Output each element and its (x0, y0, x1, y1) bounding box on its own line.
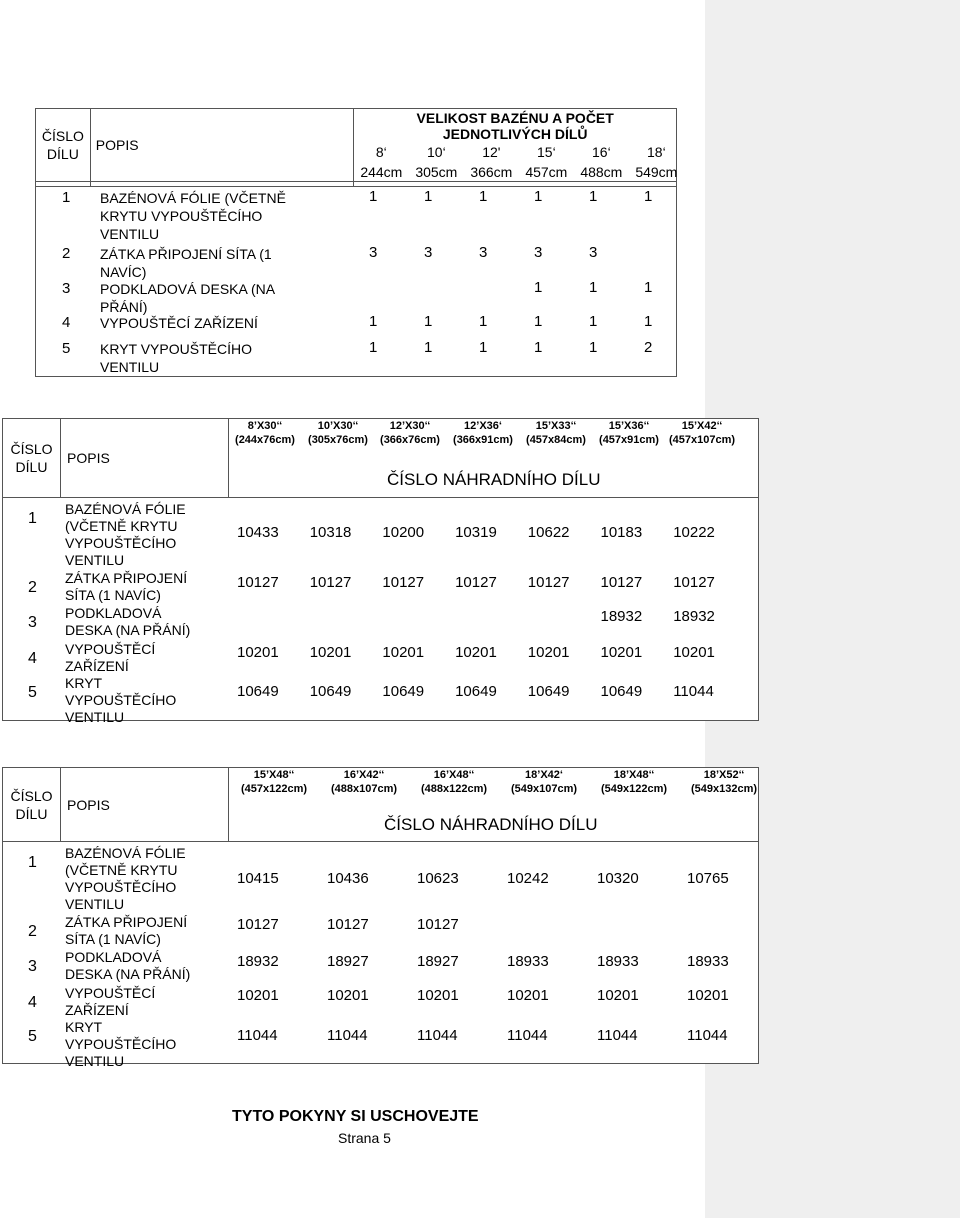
description-line: ZÁTKA PŘIPOJENÍ SÍTA (1 (100, 246, 272, 262)
part-number-value: 10127 (455, 574, 497, 591)
part-number-value: 10319 (455, 524, 497, 541)
part-number-value: 10201 (527, 644, 570, 661)
size-column-header (589, 768, 679, 796)
count-value: 3 (369, 244, 378, 261)
count-value: 1 (589, 279, 598, 296)
row-description (65, 675, 176, 726)
size-feet: 15‘ (537, 144, 556, 160)
row-description (100, 280, 275, 316)
row-number: 2 (28, 923, 37, 940)
replacement-header-block (229, 419, 759, 498)
part-number-value: 10201 (673, 644, 715, 661)
description-line: ZÁTKA PŘIPOJENÍ (65, 914, 188, 930)
size-cm: (549x132cm) (690, 783, 758, 795)
size-feet: 16’X42‘‘ (343, 769, 385, 781)
replacement-body (3, 498, 759, 725)
description-line: BAZÉNOVÁ FÓLIE (VČETNĚ (100, 190, 286, 206)
part-number-value: 10201 (309, 644, 352, 661)
part-number-value: 10201 (237, 644, 279, 661)
part-number-value: 10127 (237, 574, 279, 591)
part-number-value: 10183 (600, 524, 643, 541)
part-number-value: 10318 (309, 524, 352, 541)
size-cm: (305x76cm) (308, 434, 368, 446)
replacement-header-block (229, 768, 759, 842)
count-value: 1 (589, 313, 598, 330)
description-line: VYPOUŠTĚCÍHO (65, 1036, 177, 1052)
part-number-value: 11044 (417, 1027, 458, 1044)
description-line: VYPOUŠTĚCÍHO (65, 879, 177, 895)
row-description (65, 845, 186, 913)
part-number-value: 10201 (507, 987, 549, 1004)
description-line: DESKA (NA PŘÁNÍ) (65, 622, 191, 638)
count-value: 1 (369, 188, 378, 205)
part-number-value: 10415 (237, 870, 279, 887)
row-description (65, 501, 186, 569)
description-line: ZAŘÍZENÍ (65, 1002, 129, 1018)
size-column-header (520, 419, 592, 447)
size-feet: 18’X52‘‘ (703, 769, 745, 781)
size-feet: 15’X33‘‘ (535, 420, 577, 432)
count-value: 1 (369, 313, 378, 330)
size-feet: 18’X42‘ (525, 769, 563, 781)
row-number: 1 (28, 510, 37, 527)
part-number-value: 10649 (309, 683, 352, 700)
description-line: ZAŘÍZENÍ (65, 658, 129, 674)
description-line: (VČETNĚ KRYTU (65, 862, 178, 878)
description-line: NAVÍC) (100, 264, 147, 280)
count-value: 3 (424, 244, 433, 261)
count-value: 1 (534, 339, 543, 356)
size-cm: (457x122cm) (240, 783, 308, 795)
size-feet: 15’X36‘‘ (608, 420, 650, 432)
size-cm: 549cm (635, 164, 678, 180)
part-number-value: 11044 (673, 683, 714, 700)
size-cm: (244x76cm) (235, 434, 295, 446)
size-feet: 15’X48‘‘ (253, 769, 295, 781)
page-number: Strana 5 (338, 1130, 391, 1146)
part-number-value: 10201 (455, 644, 497, 661)
part-number-value: 11044 (687, 1027, 728, 1044)
description-line: SÍTA (1 NAVÍC) (65, 931, 161, 947)
size-columns (354, 142, 680, 182)
part-number-value: 10201 (687, 987, 729, 1004)
row-description (65, 1019, 176, 1070)
count-value: 1 (534, 313, 543, 330)
part-number-value: 11044 (597, 1027, 638, 1044)
size-cm: (457x84cm) (526, 434, 586, 446)
count-value: 1 (589, 188, 598, 205)
col-header-part-number: ČÍSLO DÍLU (36, 109, 91, 182)
description-line: BAZÉNOVÁ FÓLIE (65, 845, 186, 861)
count-value: 1 (644, 279, 653, 296)
part-number-value: 18927 (327, 953, 369, 970)
part-number-value: 10649 (237, 683, 279, 700)
part-number-value: 18933 (687, 953, 729, 970)
count-value: 1 (534, 279, 543, 296)
size-column-header (356, 142, 406, 182)
pool-size-parts-count-table (35, 108, 677, 377)
size-feet: 8‘ (375, 144, 387, 160)
description-line: PŘÁNÍ) (100, 299, 148, 315)
size-feet: 18‘ (647, 144, 666, 160)
description-line: VENTILU (65, 896, 125, 912)
replacement-body (3, 842, 759, 1069)
row-description (65, 641, 155, 675)
description-line: VENTILU (100, 359, 160, 375)
count-value: 2 (644, 339, 653, 356)
part-number-value: 10649 (600, 683, 643, 700)
count-value: 1 (589, 339, 598, 356)
part-number-value: 10201 (417, 987, 459, 1004)
description-line: KRYT (65, 675, 103, 691)
part-number-value: 10127 (673, 574, 715, 591)
part-number-value: 18933 (597, 953, 639, 970)
count-value: 1 (479, 188, 488, 205)
description-line: VENTILU (65, 552, 125, 568)
size-cm: (366x76cm) (380, 434, 440, 446)
part-number-value: 10201 (327, 987, 369, 1004)
description-line: VENTILU (65, 1053, 125, 1069)
part-number-value: 10222 (673, 524, 715, 541)
count-value: 1 (644, 313, 653, 330)
size-column-header (576, 142, 626, 182)
part-number-value: 10320 (597, 870, 639, 887)
size-column-header (679, 768, 769, 796)
description-line: VYPOUŠTĚCÍHO (65, 692, 177, 708)
part-number-value: 18932 (237, 953, 279, 970)
description-line: ZÁTKA PŘIPOJENÍ (65, 570, 188, 586)
size-cm: (457x107cm) (668, 434, 736, 446)
row-description (100, 245, 272, 281)
size-cm: 305cm (415, 164, 458, 180)
row-number: 2 (28, 579, 37, 596)
description-line: SÍTA (1 NAVÍC) (65, 587, 161, 603)
description-line: (VČETNĚ KRYTU (65, 518, 178, 534)
size-feet: 10‘ (427, 144, 446, 160)
size-header-title: VELIKOST BAZÉNU A POČET JEDNOTLIVÝCH DÍLŮ (416, 110, 614, 142)
size-columns (229, 419, 758, 455)
part-number-value: 10649 (455, 683, 497, 700)
row-number: 1 (62, 189, 71, 206)
parts-count-body (36, 187, 677, 377)
description-line: PODKLADOVÁ (65, 605, 162, 621)
description-line: VENTILU (100, 226, 160, 242)
part-number-value: 10127 (327, 916, 369, 933)
size-column-header (374, 419, 446, 447)
part-number-value: 10127 (417, 916, 459, 933)
replacement-part-table-1 (2, 418, 759, 725)
description-line: DESKA (NA PŘÁNÍ) (65, 966, 191, 982)
row-description (100, 340, 252, 376)
size-column-header (229, 419, 301, 447)
size-column-header (631, 142, 681, 182)
row-description (100, 314, 258, 332)
size-cm: 366cm (470, 164, 513, 180)
size-column-header (593, 419, 665, 447)
row-number: 2 (62, 245, 71, 262)
size-header-block (354, 109, 677, 182)
part-number-value: 10201 (600, 644, 643, 661)
row-description (100, 189, 286, 243)
size-cm: (366x91cm) (453, 434, 513, 446)
size-feet: 16’X48‘‘ (433, 769, 475, 781)
part-number-value: 10201 (382, 644, 425, 661)
row-number: 3 (28, 958, 37, 975)
description-line: PODKLADOVÁ (65, 949, 162, 965)
part-number-value: 10201 (597, 987, 639, 1004)
row-description (65, 914, 187, 948)
description-line: KRYT (65, 1019, 103, 1035)
description-line: VYPOUŠTĚCÍ ZAŘÍZENÍ (100, 315, 258, 331)
row-description (65, 949, 190, 983)
part-number-value: 10623 (417, 870, 459, 887)
part-number-value: 10649 (527, 683, 570, 700)
part-number-value: 10127 (527, 574, 570, 591)
size-column-header (466, 142, 516, 182)
count-value: 1 (369, 339, 378, 356)
row-number: 4 (28, 994, 37, 1011)
size-column-header (521, 142, 571, 182)
count-value: 3 (589, 244, 598, 261)
row-number: 4 (62, 314, 71, 331)
size-column-header (666, 419, 738, 447)
count-value: 3 (479, 244, 488, 261)
size-feet: 12' (482, 144, 501, 160)
size-cm: 488cm (580, 164, 623, 180)
part-number-value: 10200 (382, 524, 425, 541)
count-value: 1 (479, 313, 488, 330)
part-number-value: 10433 (237, 524, 279, 541)
size-column-header (499, 768, 589, 796)
part-number-value: 10436 (327, 870, 369, 887)
size-columns (229, 768, 758, 804)
size-column-header (302, 419, 374, 447)
count-value: 1 (479, 339, 488, 356)
size-column-header (409, 768, 499, 796)
part-number-value: 11044 (507, 1027, 548, 1044)
part-number-value: 10127 (237, 916, 279, 933)
col-header-description: POPIS (61, 768, 229, 842)
size-column-header (229, 768, 319, 796)
part-number-value: 10242 (507, 870, 549, 887)
size-column-header (411, 142, 461, 182)
size-column-header (447, 419, 519, 447)
col-header-description: POPIS (61, 419, 229, 498)
part-number-value: 18932 (600, 608, 643, 625)
part-number-value: 11044 (237, 1027, 278, 1044)
description-line: VYPOUŠTĚCÍ (65, 985, 156, 1001)
count-value: 1 (424, 339, 433, 356)
col-header-part-number: ČÍSLO DÍLU (3, 768, 61, 842)
description-line: VENTILU (65, 709, 125, 725)
row-number: 5 (28, 1028, 37, 1045)
count-value: 1 (424, 188, 433, 205)
part-number-value: 10127 (382, 574, 425, 591)
part-number-value: 18933 (507, 953, 549, 970)
row-number: 5 (62, 340, 71, 357)
part-number-value: 18927 (417, 953, 459, 970)
part-number-value: 10201 (237, 987, 279, 1004)
size-feet: 8’X30‘‘ (247, 420, 283, 432)
size-cm: 244cm (360, 164, 403, 180)
description-line: BAZÉNOVÁ FÓLIE (65, 501, 186, 517)
row-description (65, 570, 187, 604)
part-number-value: 10622 (527, 524, 570, 541)
row-description (65, 605, 190, 639)
size-feet: 18’X48‘‘ (613, 769, 655, 781)
row-number: 4 (28, 650, 37, 667)
description-line: KRYT VYPOUŠTĚCÍHO (100, 341, 252, 357)
count-value: 1 (534, 188, 543, 205)
size-feet: 12’X36‘ (464, 420, 502, 432)
description-line: VYPOUŠTĚCÍHO (65, 535, 177, 551)
part-number-value: 10765 (687, 870, 729, 887)
row-description (65, 985, 155, 1019)
size-feet: 16‘ (592, 144, 611, 160)
replacement-part-table-2 (2, 767, 759, 1069)
footer-title: TYTO POKYNY SI USCHOVEJTE (232, 1108, 479, 1125)
row-number: 1 (28, 854, 37, 871)
row-number: 3 (62, 280, 71, 297)
size-feet: 10’X30‘‘ (317, 420, 359, 432)
size-feet: 15’X42‘‘ (681, 420, 723, 432)
row-number: 5 (28, 684, 37, 701)
count-value: 1 (424, 313, 433, 330)
size-feet: 12’X30‘‘ (389, 420, 431, 432)
description-line: VYPOUŠTĚCÍ (65, 641, 156, 657)
size-cm: (488x122cm) (420, 783, 488, 795)
part-number-value: 18932 (673, 608, 715, 625)
count-value: 3 (534, 244, 543, 261)
size-cm: (549x122cm) (600, 783, 668, 795)
part-number-header: ČÍSLO NÁHRADNÍHO DÍLU (387, 470, 601, 489)
part-number-value: 11044 (327, 1027, 368, 1044)
col-header-description: POPIS (90, 109, 354, 182)
size-column-header (319, 768, 409, 796)
size-cm: (457x91cm) (599, 434, 659, 446)
col-header-part-number: ČÍSLO DÍLU (3, 419, 61, 498)
size-cm: (488x107cm) (330, 783, 398, 795)
part-number-value: 10649 (382, 683, 425, 700)
count-value: 1 (644, 188, 653, 205)
description-line: KRYTU VYPOUŠTĚCÍHO (100, 208, 263, 224)
part-number-value: 10127 (600, 574, 643, 591)
description-line: PODKLADOVÁ DESKA (NA (100, 281, 276, 297)
part-number-header: ČÍSLO NÁHRADNÍHO DÍLU (384, 815, 598, 834)
size-cm: 457cm (525, 164, 568, 180)
size-cm: (549x107cm) (510, 783, 578, 795)
row-number: 3 (28, 614, 37, 631)
part-number-value: 10127 (309, 574, 352, 591)
